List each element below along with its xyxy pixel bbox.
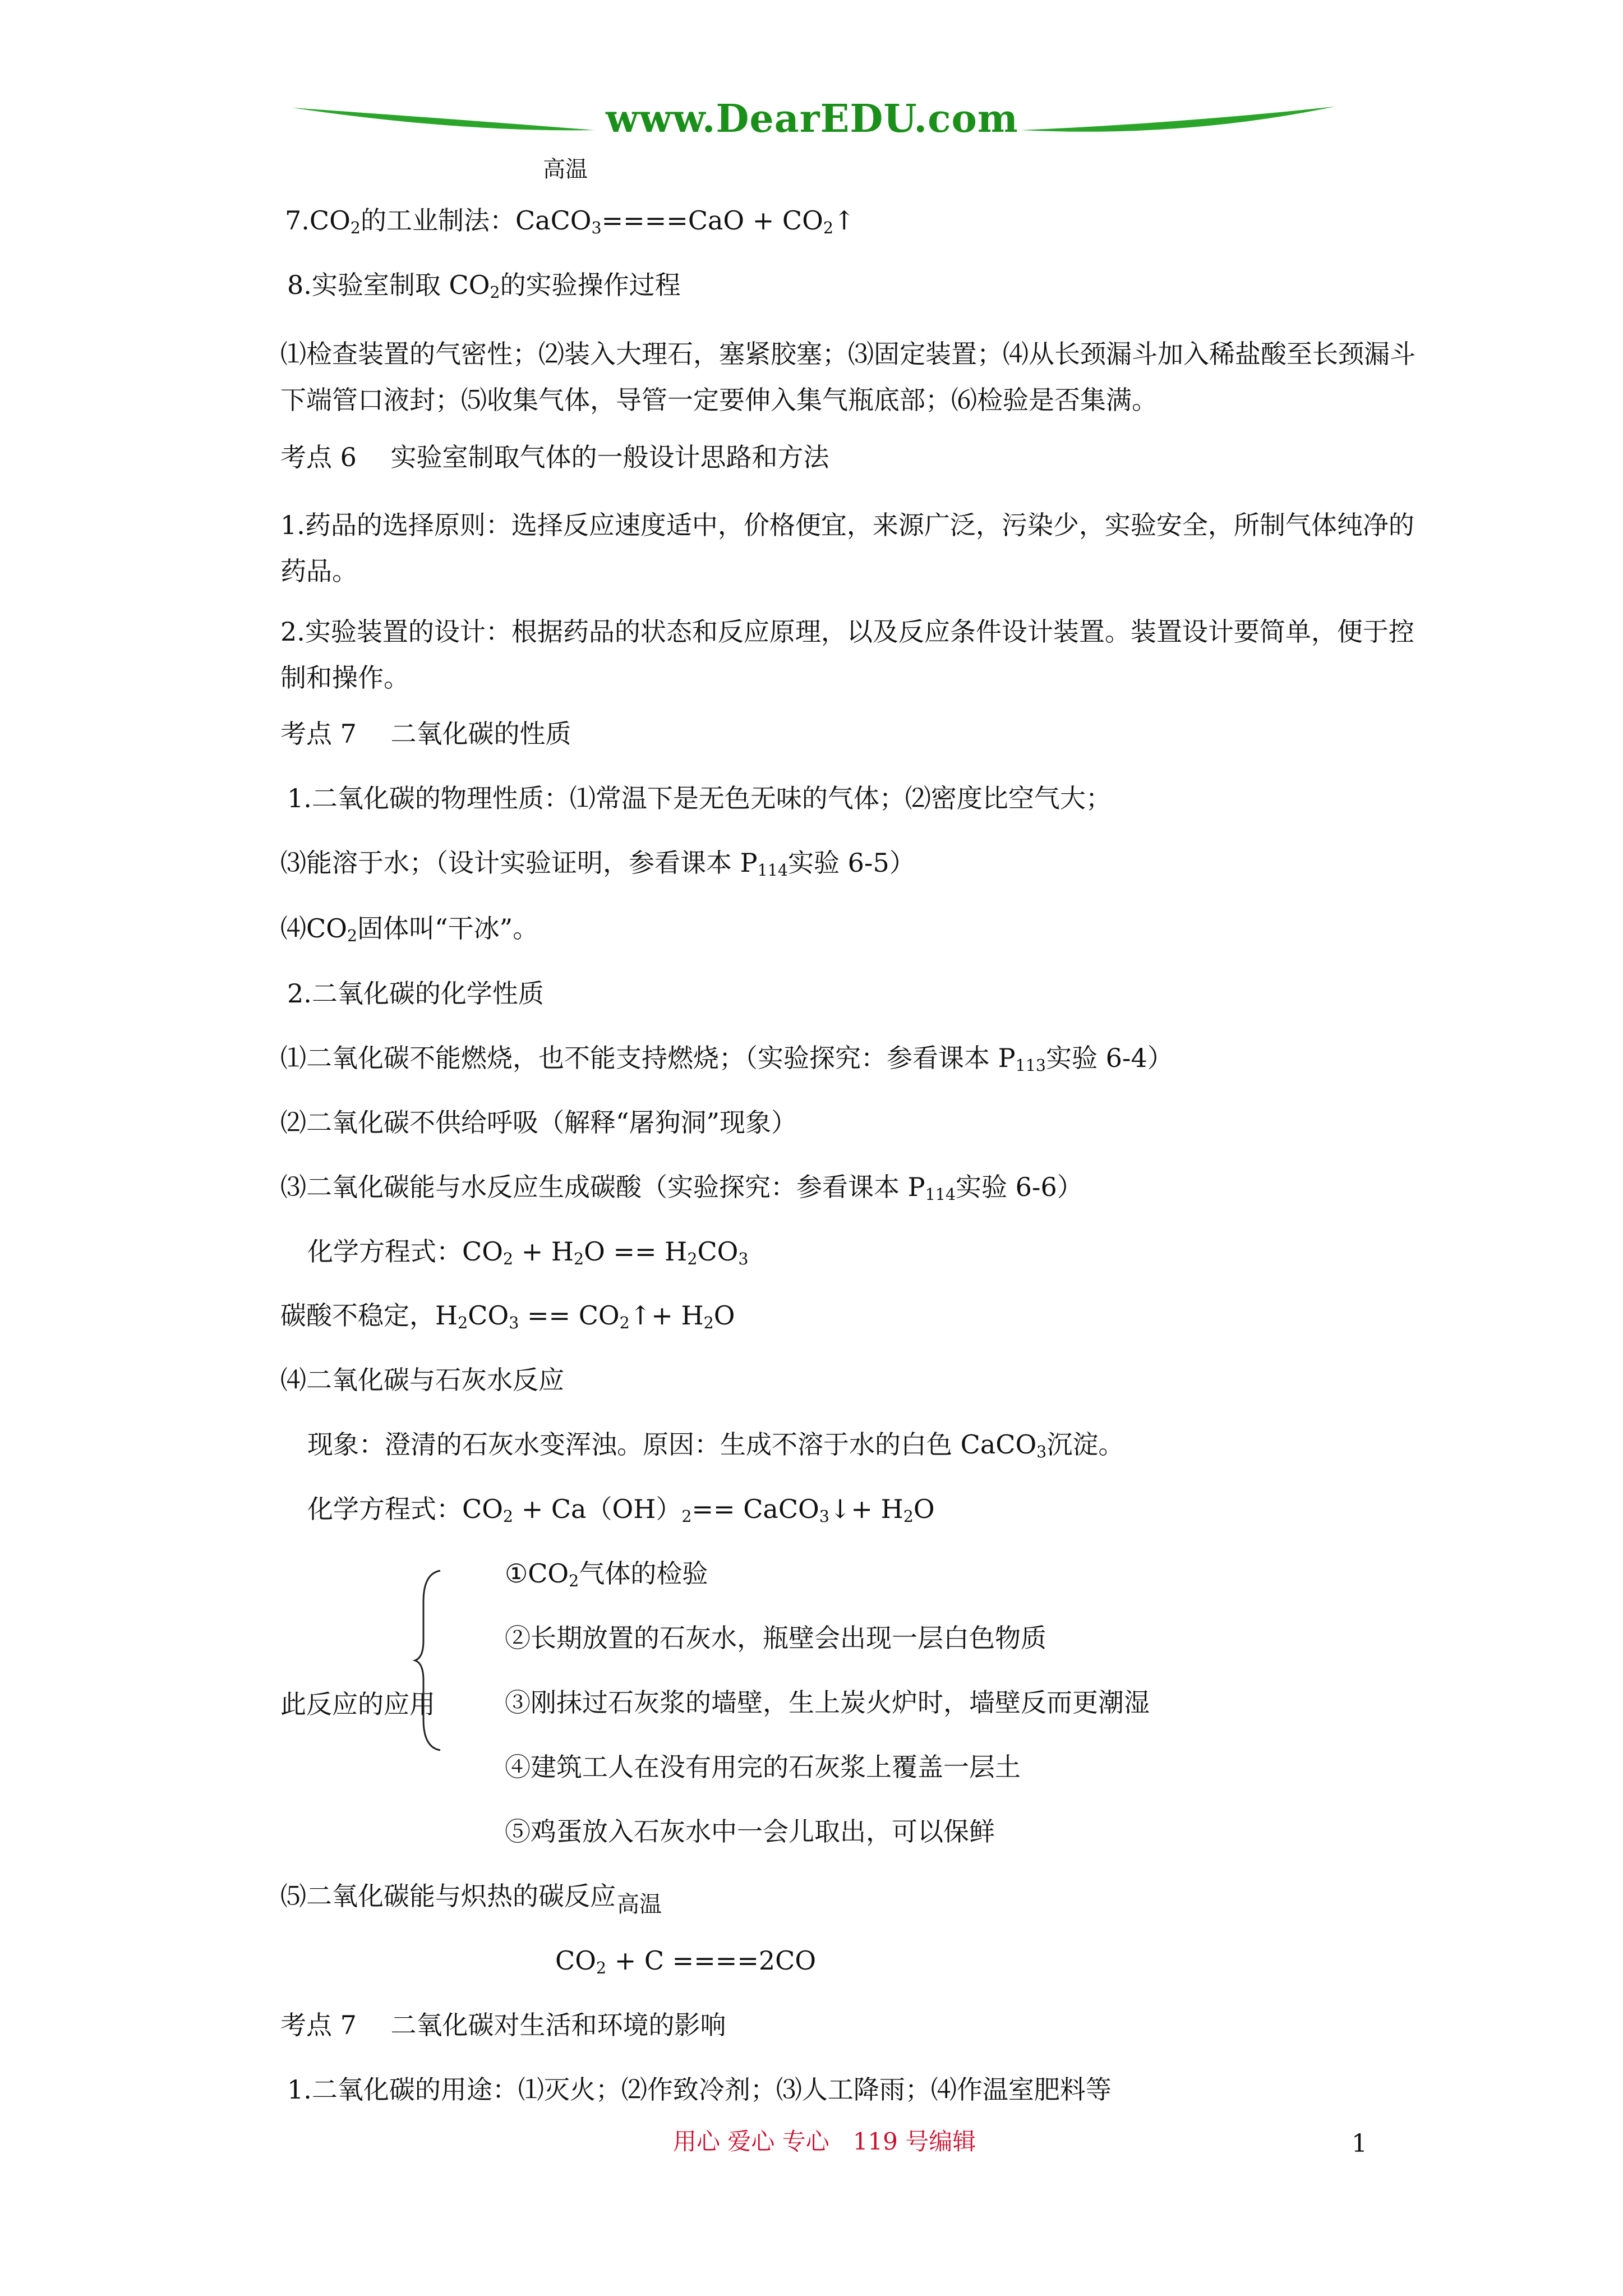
reagent-principle: 1.药品的选择原则：选择反应速度适中，价格便宜，来源广泛，污染少，实验安全，所制气体纯净的药品。 [280, 510, 1414, 586]
experiment-steps: ⑴检查装置的气密性；⑵装入大理石，塞紧胶塞；⑶固定装置；⑷从长颈漏斗加入稀盐酸至长颈漏斗下端管口液封；⑸收集气体，导管一定要伸入集气瓶底部；⑹检验是否集满。 [280, 339, 1415, 415]
footer-note: 用心 爱心 专心 119 号编辑 [673, 2128, 976, 2155]
condition-high-temp-2: 高温 [617, 1892, 662, 1917]
chemical-property-1: ⑴二氧化碳不能燃烧，也不能支持燃烧；（实验探究：参看课本 $P_{113}$实验 6-4） [280, 1043, 1173, 1075]
line-8: 8.实验室制取 $CO_2$的实验操作过程 [287, 270, 681, 302]
section-k6: 考点 6 实验室制取气体的一般设计思路和方法 [280, 442, 829, 472]
physical-properties: 1.二氧化碳的物理性质：⑴常温下是无色无味的气体；⑵密度比空气大； [287, 783, 1112, 813]
application-2: ②长期放置的石灰水，瓶壁会出现一层白色物质 [505, 1623, 1046, 1653]
limewater-phenomenon: 现象：澄清的石灰水变浑浊。原因：生成不溶于水的白色 CaCO$_3$沉淀。 [307, 1429, 1124, 1462]
application-4: ④建筑工人在没有用完的石灰浆上覆盖一层土 [505, 1752, 1021, 1782]
application-1: $①CO_2$气体的检验 [505, 1558, 708, 1591]
page-number: 1 [1352, 2129, 1367, 2158]
apparatus-design: 2.实验装置的设计：根据药品的状态和反应原理，以及反应条件设计装置。装置设计要简单，便于控制和操作。 [280, 616, 1414, 693]
chemical-property-2: ⑵二氧化碳不供给呼吸（解释“屠狗洞”现象） [280, 1107, 797, 1138]
physical-property-4: $⑷CO_2$固体叫“干冰”。 [280, 913, 539, 946]
line-7: $7.CO_2$的工业制法：CaCO$_3$====CaO + $CO_2↑$ [285, 205, 855, 238]
site-brand: www.DearEDU.com [606, 96, 1018, 141]
application-5: ⑤鸡蛋放入石灰水中一会儿取出，可以保鲜 [505, 1816, 995, 1847]
application-3: ③刚抹过石灰浆的墙壁，生上炭火炉时，墙壁反而更潮湿 [505, 1687, 1150, 1718]
chemical-properties: 2.二氧化碳的化学性质 [287, 978, 544, 1009]
equation-limewater: 化学方程式：$CO_2 + Ca(OH)_2==$ CaCO$_3$↓+ $H_2O$ [307, 1494, 935, 1526]
equation-co2-carbon: $CO_2 + C ====2CO$ [555, 1945, 817, 1978]
physical-property-3: ⑶能溶于水；（设计实验证明，参看课本 $P_{114}$实验 6-5） [280, 848, 915, 880]
equation-carbonic-acid: 化学方程式：$CO_2 + H_2O == H_2CO_3$ [307, 1236, 749, 1269]
application-label: 此反应的应用 [280, 1689, 435, 1719]
chemical-property-5: ⑸二氧化碳能与炽热的碳反应 [280, 1881, 616, 1911]
chemical-property-4: ⑷二氧化碳与石灰水反应 [280, 1365, 564, 1395]
carbonic-acid-unstable: 碳酸不稳定，$H_2CO_3$ == $CO_2↑+ H_2O$ [280, 1300, 735, 1333]
condition-high-temp: 高温 [543, 157, 588, 182]
section-k7-environment: 考点 7 二氧化碳对生活和环境的影响 [280, 2010, 726, 2040]
chemical-property-3: ⑶二氧化碳能与水反应生成碳酸（实验探究：参看课本 $P_{114}$实验 6-6） [280, 1172, 1083, 1204]
curly-brace [412, 1568, 446, 1753]
section-k7-properties: 考点 7 二氧化碳的性质 [280, 719, 571, 749]
co2-uses: 1.二氧化碳的用途：⑴灭火；⑵作致冷剂；⑶人工降雨；⑷作温室肥料等 [287, 2074, 1112, 2105]
header-swoosh [0, 0, 1623, 168]
